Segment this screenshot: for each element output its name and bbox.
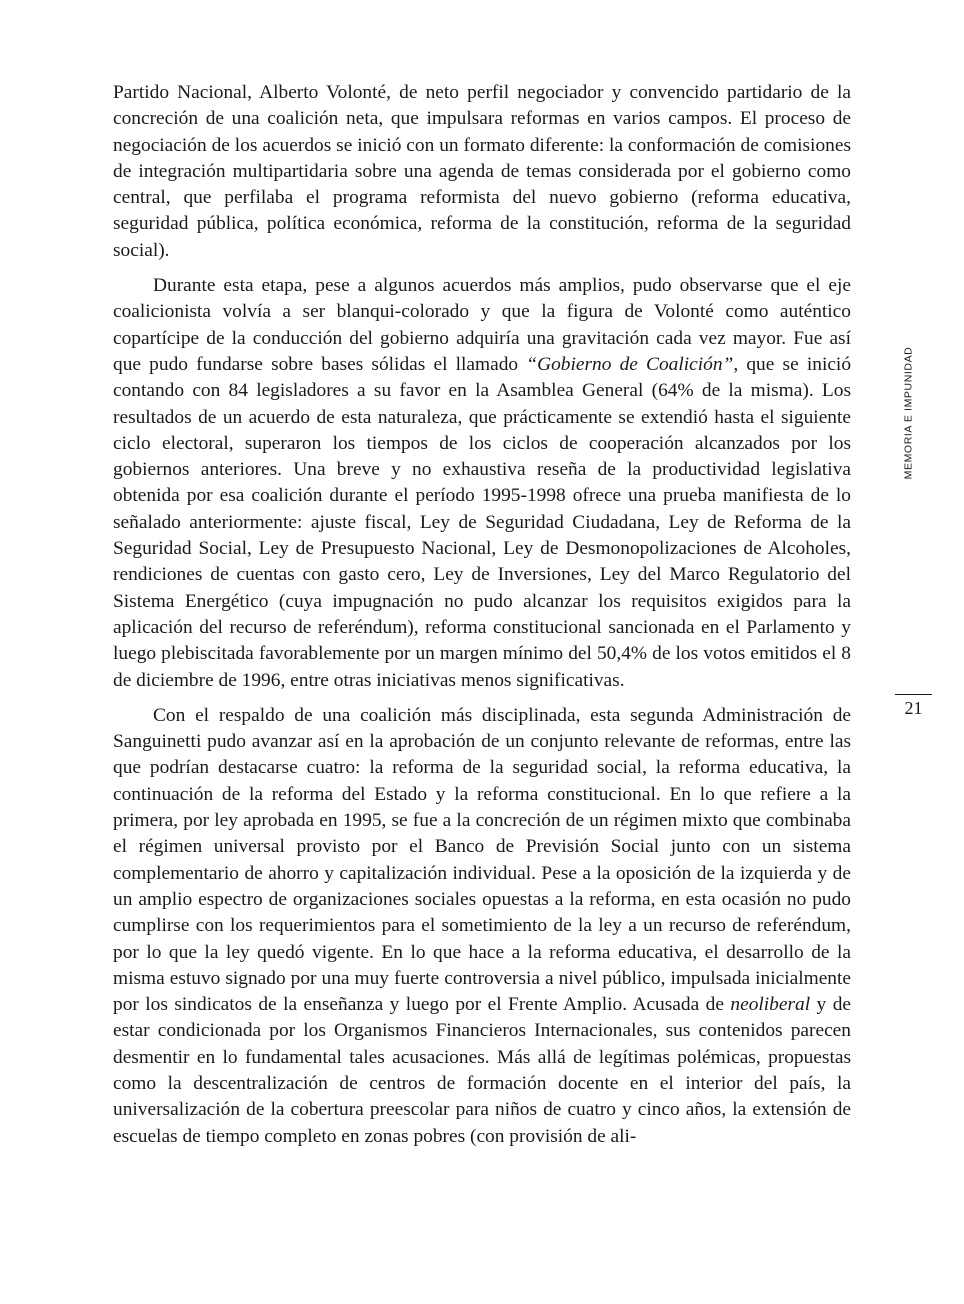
page-number: 21	[904, 698, 923, 718]
running-head-text: MEMORIA E IMPUNIDAD	[902, 346, 914, 479]
paragraph-2-text-b: , que se inició contando con 84 legisladores a su favor en la Asamblea General (64% de la misma). Los resultados de un acuerdo de esta naturaleza, que prácticamente se extendió hasta el siguiente ciclo electoral, superaron los tiempos de los ciclos de cooperación alcanzados por los gobiernos anteriores. Una breve y no exhaustiva reseña de la productividad legislativa obtenida por esa coalición durante el período 1995-1998 ofrece una prueba manifiesta de lo señalado anteriormente: ajuste fiscal, Ley de Seguridad Ciudadana, Ley de Reforma de la Seguridad Social, Ley de Presupuesto Nacional, Ley de Desmonopolizaciones de Alcoholes, rendiciones de cuentas con gasto cero, Ley de Inversiones, Ley del Marco Regulatorio del Sistema Energético (cuya impugnación no pudo alcanzar los requisitos exigidos para la aplicación del recurso de referéndum), reforma constitucional sancionada en el Parlamento y luego plebiscitada favorablemente por un margen mínimo del 50,4% de los votos emitidos el 8 de diciembre de 1996, entre otras iniciativas menos significativas.	[113, 353, 852, 691]
paragraph-3-text-a: Con el respaldo de una coalición más disciplinada, esta segunda Administración de Sanguinetti pudo avanzar así en la aprobación de un conjunto relevante de reformas, entre las que podrían destacarse cuatro: la reforma de la seguridad social, la reforma educativa, la continuación de la reforma del Estado y la reforma constitucional. En lo que refiere a la primera, por ley aprobada en 1995, se fue a la concreción de un régimen mixto que combinaba el régimen universal provisto por el Banco de Previsión Social junto con un sistema complementario de ahorro y capitalización individual. Pese a la oposición de la izquierda y de un amplio espectro de organizaciones sociales opuestas a la reforma, en esta ocasión no pudo cumplirse con los requerimientos para el sometimiento de la ley a un recurso de referéndum, por lo que la ley quedó vigente. En lo que hace a la reforma educativa, el desarrollo de la misma estuvo signado por una muy fuerte controversia a nivel público, impulsada inicialmente por los sindicatos de la enseñanza y luego por el Frente Amplio. Acusada de	[113, 704, 851, 1016]
paragraph-2	[113, 273, 851, 694]
page-number-rule	[895, 694, 932, 695]
running-head	[898, 340, 918, 485]
paragraph-3	[113, 703, 851, 1150]
body-text	[113, 80, 851, 1159]
paragraph-2-text-a: Durante esta etapa, pese a algunos acuerdos más amplios, pudo observarse que el eje coalicionista volvía a ser blanqui-colorado y que la figura de Volonté como auténtico copartícipe de la conducción del gobierno adquiría una gravitación cada vez mayor. Fue así que pudo fundarse sobre bases sólidas el llamado	[113, 275, 851, 375]
paragraph-1: Partido Nacional, Alberto Volonté, de neto perfil negociador y convencido partidario de la concreción de una coalición neta, que impulsara reformas en varios campos. El proceso de negociación de los acuerdos se inició con un formato diferente: la conformación de comisiones de integración multipartidaria sobre una agenda de temas considerada por el gobierno como central, que perfilaba el programa reformista del nuevo gobierno (reforma educativa, seguridad pública, política económica, reforma de la constitución, reforma de la seguridad social).	[113, 82, 851, 261]
paragraph-2-emphasis: “Gobierno de Coalición”	[526, 353, 734, 375]
paragraph-3-text-b: y de estar condicionada por los Organismos Financieros Internacionales, sus contenidos parecen desmentir en lo fundamental tales acusaciones. Más allá de legítimas polémicas, propuestas como la descentralización de centros de formación docente en el interior del país, la universalización de la cobertura preescolar para niños de cuatro y cinco años, la extensión de escuelas de tiempo completo en zonas pobres (con provisión de ali-	[113, 994, 851, 1147]
paragraph-3-emphasis: neoliberal	[730, 994, 811, 1016]
